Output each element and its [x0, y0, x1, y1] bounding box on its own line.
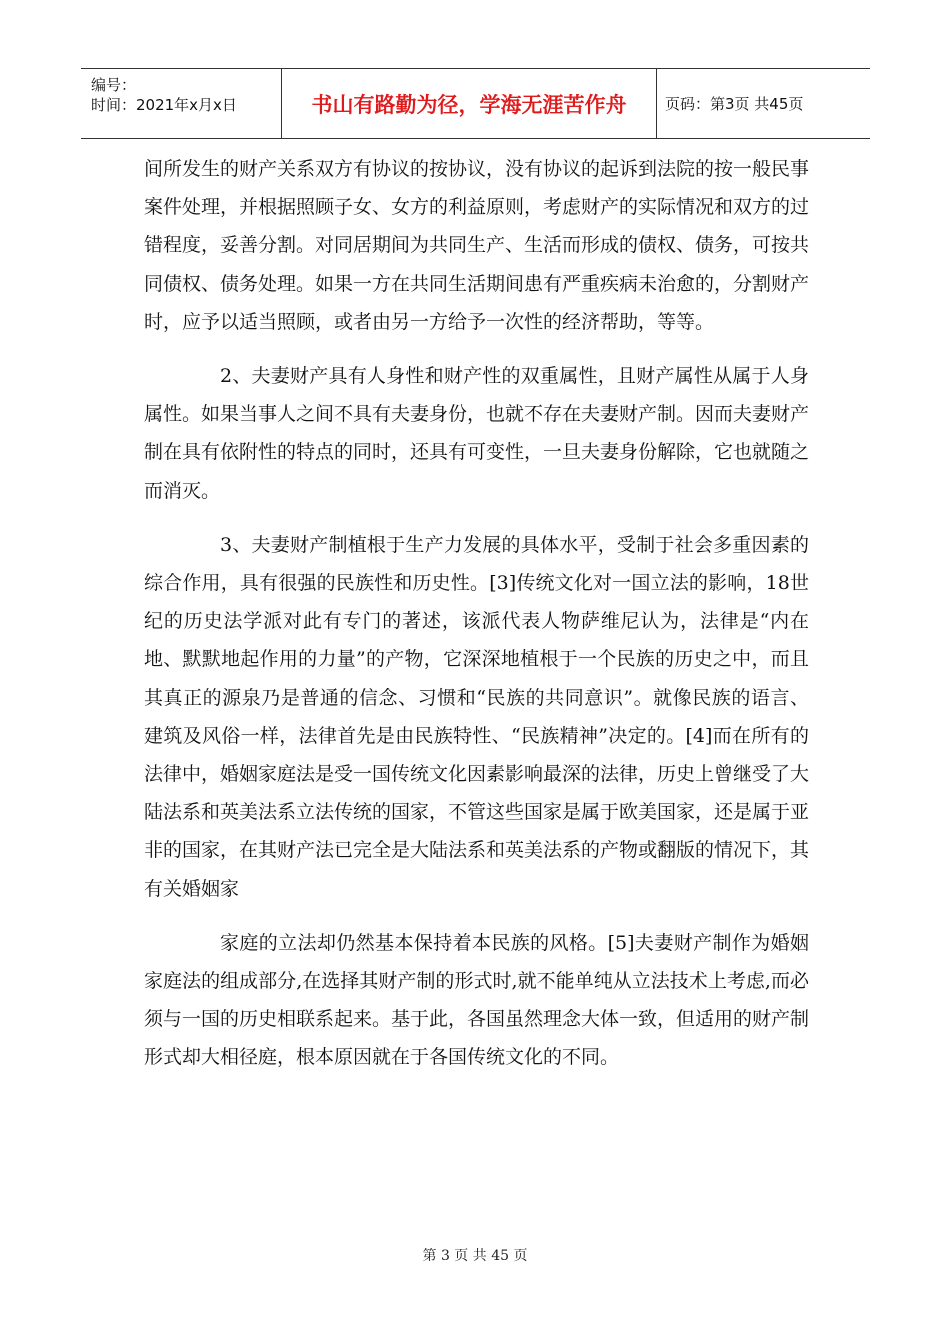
header-meta-cell — [81, 69, 282, 138]
paragraph-continuation: 间所发生的财产关系双方有协议的按协议，没有协议的起诉到法院的按一般民事案件处理，并根据照顾子女、女方的利益原则，考虑财产的实际情况和双方的过错程度，妥善分割。对同居期间为共同生产、生活而形成的债权、债务，可按共同债权、债务处理。如果一方在共同生活期间患有严重疾病未治愈的，分割财产时，应予以适当照顾，或者由另一方给予一次性的经济帮助，等等。 — [144, 158, 810, 333]
document-body — [144, 150, 809, 1093]
header-motto: 书山有路勤为径，学海无涯苦作舟 — [282, 69, 657, 138]
paragraph-item-3: 3、夫妻财产制植根于生产力发展的具体水平，受制于社会多重因素的综合作用，具有很强的民族性和历史性。[3]传统文化对一国立法的影响，18世纪的历史法学派对此有专门的著述，该派代表人物萨维尼认为，法律是“内在地、默默地起作用的力量”的产物，它深深地植根于一个民族的历史之中，而且其真正的源泉乃是普通的信念、习惯和“民族的共同意识”。就像民族的语言、建筑及风俗一样，法律首先是由民族特性、“民族精神”决定的。[4]而在所有的法律中，婚姻家庭法是受一国传统文化因素影响最深的法律，历史上曾继受了大陆法系和英美法系立法传统的国家，不管这些国家是属于欧美国家，还是属于亚非的国家，在其财产法已完全是大陆法系和英美法系的产物或翻版的情况下，其有关婚姻家 — [144, 533, 810, 900]
document-date-label: 时间：2021年x月x日 — [91, 96, 237, 114]
page-footer: 第 3 页 共 45 页 — [422, 1248, 528, 1264]
page-header — [81, 68, 870, 139]
document-number-label: 编号： — [91, 76, 137, 94]
paragraph-family-law: 家庭的立法却仍然基本保持着本民族的风格。[5]夫妻财产制作为婚姻家庭法的组成部分,在选择其财产制的形式时,就不能单纯从立法技术上考虑,而必须与一国的历史相联系起来。基于此，各国虽然理念大体一致，但适用的财产制形式却大相径庭，根本原因就在于各国传统文化的不同。 — [144, 931, 810, 1069]
paragraph-item-2: 2、夫妻财产具有人身性和财产性的双重属性，且财产属性从属于人身属性。如果当事人之间不具有夫妻身份，也就不存在夫妻财产制。因而夫妻财产制在具有依附性的特点的同时，还具有可变性，一旦夫妻身份解除，它也就随之而消灭。 — [144, 365, 810, 502]
header-page-code: 页码：第3页 共45页 — [665, 95, 804, 113]
